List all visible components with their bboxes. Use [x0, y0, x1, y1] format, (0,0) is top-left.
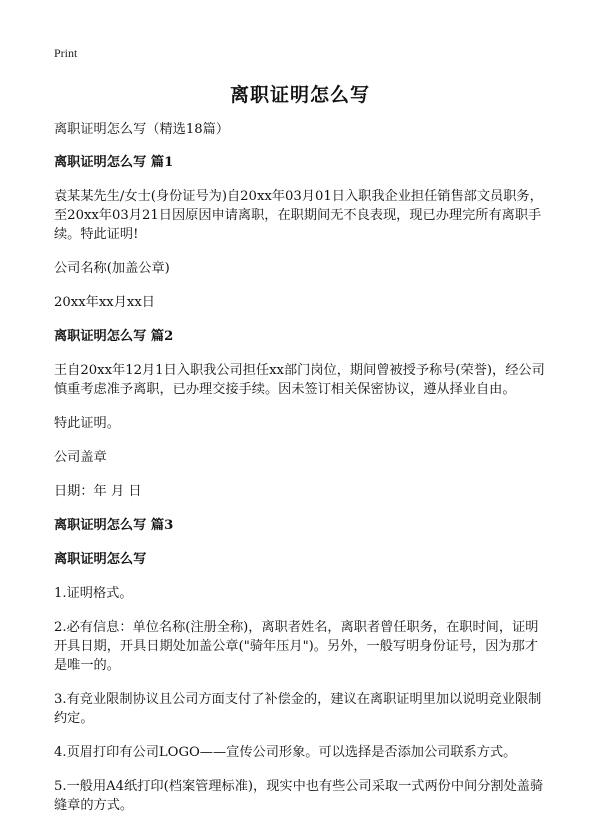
section-subheading: 离职证明怎么写 [54, 552, 147, 567]
document-body [54, 120, 550, 830]
section-paragraph: 日期：年 月 日 [54, 484, 142, 499]
document-subtitle: 离职证明怎么写（精选18篇） [54, 122, 230, 137]
section-paragraph: 3.有竞业限制协议且公司方面支付了补偿金的，建议在离职证明里加以说明竞业限制约定。 [54, 692, 542, 726]
section-paragraph: 公司盖章 [54, 450, 107, 465]
section-paragraph: 2.必有信息：单位名称(注册全称)，离职者姓名，离职者曾任职务，在职时间，证明开具日期，开具日期处加盖公章("骑年压月")。另外，一般写明身份证号，因为那才是唯一的。 [54, 620, 539, 673]
section-heading: 离职证明怎么写 篇3 [54, 518, 174, 533]
page-title: 离职证明怎么写 [229, 84, 370, 106]
section-paragraph: 1.证明格式。 [54, 586, 133, 601]
section-paragraph: 公司名称(加盖公章) [54, 261, 170, 276]
section-paragraph: 特此证明。 [54, 416, 120, 431]
section-paragraph: 4.页眉打印有公司LOGO——宣传公司形象。可以选择是否添加公司联系方式。 [54, 745, 517, 760]
section-paragraph: 袁某某先生/女士(身份证号为)自20xx年03月01日入职我企业担任销售部文员职务，至20xx年03月21日因原因申请离职，在职期间无不良表现，现已办理完所有离职手续。特此证明! [54, 189, 543, 242]
section-paragraph: 5.一般用A4纸打印(档案管理标准)，现实中也有些公司采取一式两份中间分割处盖骑缝章的方式。 [54, 779, 544, 813]
print-label: Print [54, 46, 78, 60]
section-heading: 离职证明怎么写 篇1 [54, 155, 174, 170]
section-paragraph: 20xx年xx月xx日 [54, 295, 155, 310]
section-heading: 离职证明怎么写 篇2 [54, 329, 174, 344]
section-paragraph: 王自20xx年12月1日入职我公司担任xx部门岗位，期间曾被授予称号(荣誉)，经公司慎重考虑准予离职，已办理交接手续。因未签订相关保密协议，遵从择业自由。 [54, 363, 545, 397]
